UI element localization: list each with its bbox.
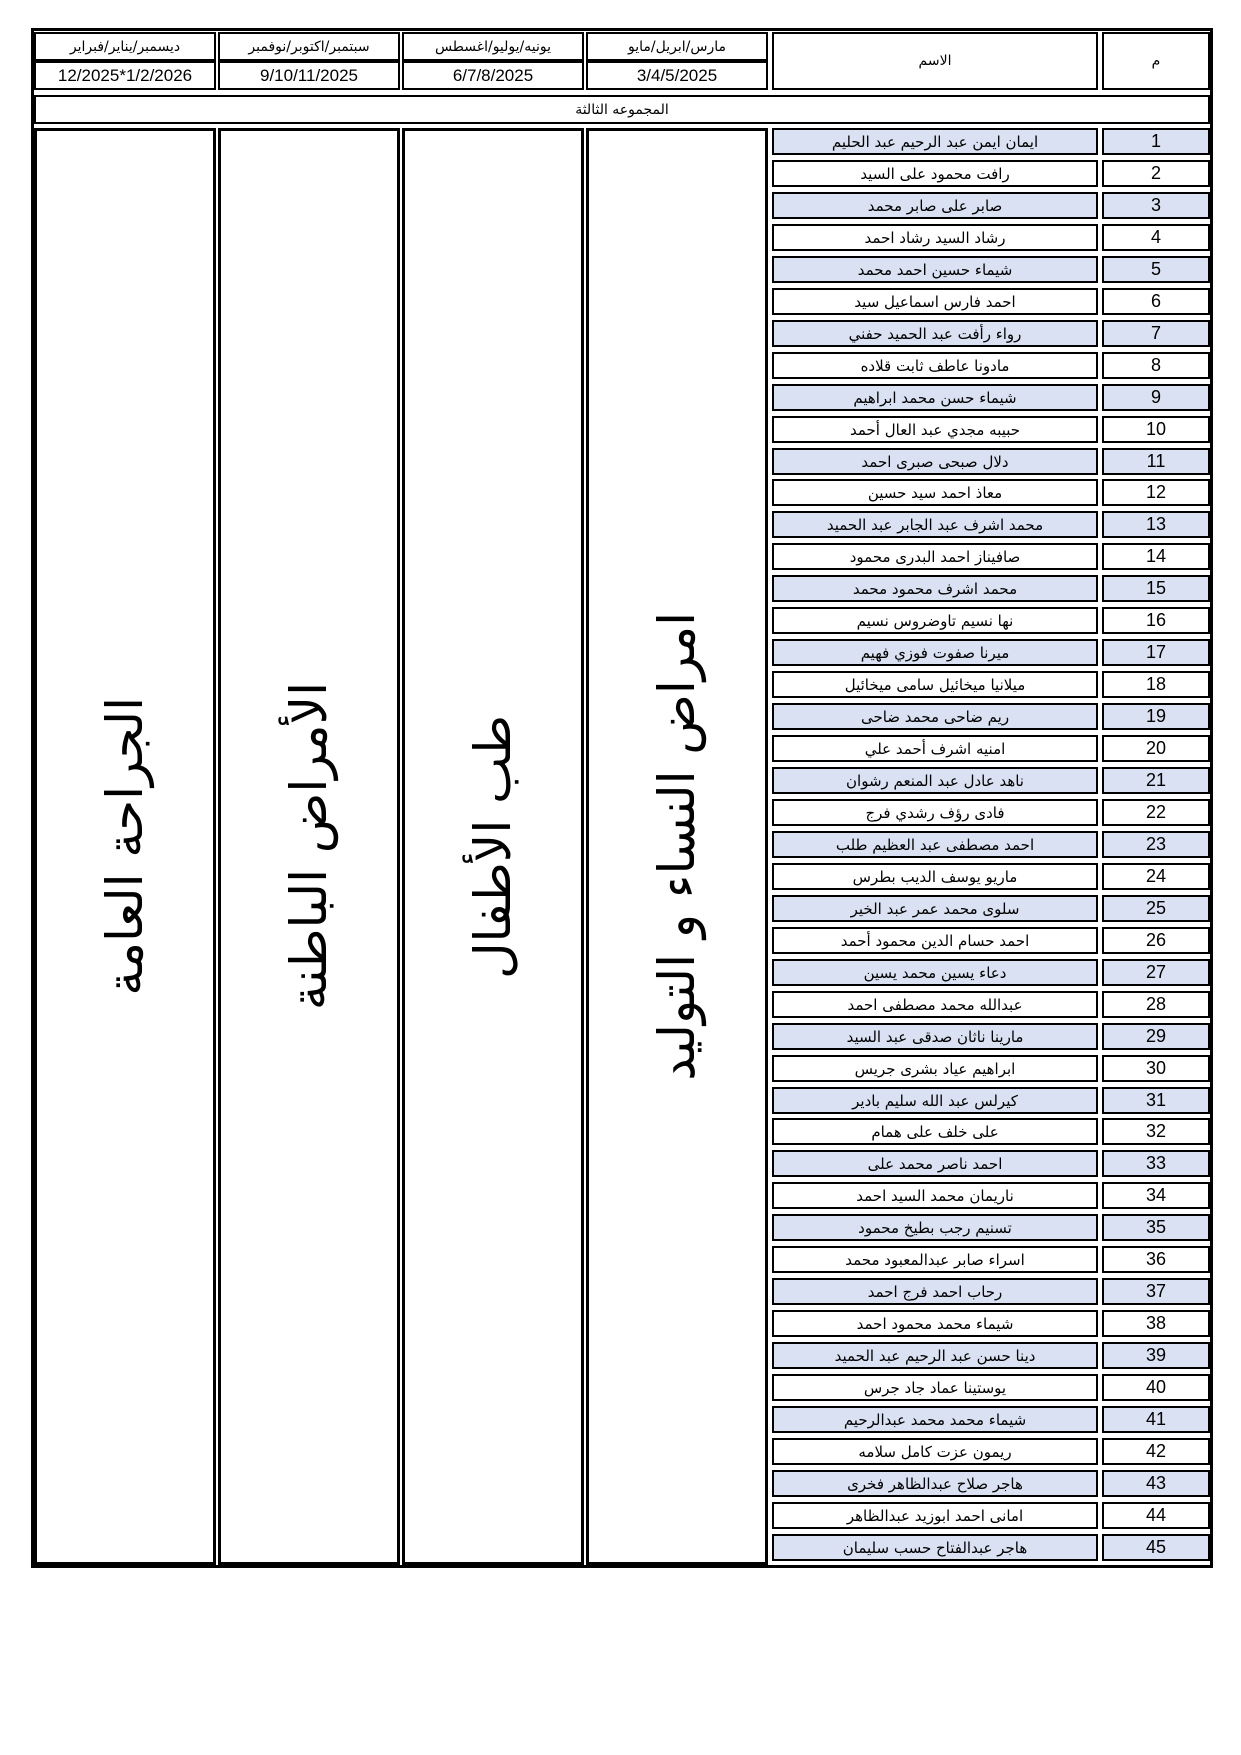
student-name-cell: حبيبه مجدي عبد العال أحمد: [772, 416, 1098, 443]
student-number-cell: 34: [1102, 1182, 1210, 1209]
month-header-mar-may: مارس/ابريل/مايو: [586, 32, 768, 61]
student-number-cell: 22: [1102, 799, 1210, 826]
student-number-cell: 11: [1102, 448, 1210, 475]
student-number-cell: 35: [1102, 1214, 1210, 1241]
name-column-header: الاسم: [772, 32, 1098, 90]
student-name-cell: رواء رأفت عبد الحميد حفني: [772, 320, 1098, 347]
student-name-cell: ماريو يوسف الديب بطرس: [772, 863, 1098, 890]
student-number-cell: 26: [1102, 927, 1210, 954]
student-number-cell: 32: [1102, 1118, 1210, 1145]
student-number-cell: 1: [1102, 128, 1210, 155]
student-name-cell: كيرلس عبد الله سليم بادير: [772, 1087, 1098, 1114]
student-name-cell: تسنيم رجب بطيخ محمود: [772, 1214, 1098, 1241]
student-name-cell: مادونا عاطف ثابت قلاده: [772, 352, 1098, 379]
student-name-cell: ابراهيم عياد بشرى جريس: [772, 1055, 1098, 1082]
student-number-cell: 13: [1102, 511, 1210, 538]
student-number-cell: 28: [1102, 991, 1210, 1018]
subject-label: طب الأطفال: [464, 714, 522, 979]
student-name-cell: امنيه اشرف أحمد علي: [772, 735, 1098, 762]
student-number-cell: 33: [1102, 1150, 1210, 1177]
student-name-cell: رشاد السيد رشاد احمد: [772, 224, 1098, 251]
student-number-cell: 38: [1102, 1310, 1210, 1337]
student-number-cell: 36: [1102, 1246, 1210, 1273]
student-name-cell: شيماء حسين احمد محمد: [772, 256, 1098, 283]
student-number-cell: 43: [1102, 1470, 1210, 1497]
student-name-cell: دلال صبحى صبرى احمد: [772, 448, 1098, 475]
student-number-cell: 30: [1102, 1055, 1210, 1082]
student-number-cell: 10: [1102, 416, 1210, 443]
student-number-cell: 2: [1102, 160, 1210, 187]
student-number-cell: 21: [1102, 767, 1210, 794]
student-number-cell: 15: [1102, 575, 1210, 602]
student-name-cell: ميلانيا ميخائيل سامى ميخائيل: [772, 671, 1098, 698]
student-number-cell: 6: [1102, 288, 1210, 315]
student-number-cell: 8: [1102, 352, 1210, 379]
student-number-cell: 42: [1102, 1438, 1210, 1465]
student-name-cell: فادى رؤف رشدي فرج: [772, 799, 1098, 826]
student-number-cell: 16: [1102, 607, 1210, 634]
student-name-cell: دينا حسن عبد الرحيم عبد الحميد: [772, 1342, 1098, 1369]
student-number-cell: 3: [1102, 192, 1210, 219]
student-name-cell: امانى احمد ابوزيد عبدالظاهر: [772, 1502, 1098, 1529]
student-name-cell: شيماء حسن محمد ابراهيم: [772, 384, 1098, 411]
subject-label: الأمراض الباطنة: [280, 682, 338, 1011]
student-name-cell: ميرنا صفوت فوزي فهيم: [772, 639, 1098, 666]
student-number-cell: 5: [1102, 256, 1210, 283]
student-name-cell: احمد فارس اسماعيل سيد: [772, 288, 1098, 315]
student-name-cell: محمد اشرف محمود محمد: [772, 575, 1098, 602]
date-header-mar-may: 3/4/5/2025: [586, 61, 768, 90]
student-name-cell: اسراء صابر عبدالمعبود محمد: [772, 1246, 1098, 1273]
student-name-cell: احمد مصطفى عبد العظيم طلب: [772, 831, 1098, 858]
student-name-cell: نها نسيم تاوضروس نسيم: [772, 607, 1098, 634]
student-number-cell: 37: [1102, 1278, 1210, 1305]
month-header-jun-aug: يونيه/يوليو/اغسطس: [402, 32, 584, 61]
student-name-cell: ناهد عادل عبد المنعم رشوان: [772, 767, 1098, 794]
student-number-cell: 44: [1102, 1502, 1210, 1529]
student-name-cell: يوستينا عماد جاد جرس: [772, 1374, 1098, 1401]
number-column-header: م: [1102, 32, 1210, 90]
student-name-cell: احمد ناصر محمد على: [772, 1150, 1098, 1177]
student-number-cell: 7: [1102, 320, 1210, 347]
student-number-cell: 31: [1102, 1087, 1210, 1114]
subject-label: امراض النساء و التوليد: [648, 612, 706, 1081]
student-number-cell: 14: [1102, 543, 1210, 570]
student-name-cell: شيماء محمد محمد عبدالرحيم: [772, 1406, 1098, 1433]
subject-internal-medicine: [218, 128, 400, 1565]
student-name-cell: مارينا ناثان صدقى عبد السيد: [772, 1023, 1098, 1050]
student-name-cell: هاجر عبدالفتاح حسب سليمان: [772, 1534, 1098, 1561]
student-name-cell: ناريمان محمد السيد احمد: [772, 1182, 1098, 1209]
student-name-cell: صافيناز احمد البدرى محمود: [772, 543, 1098, 570]
group-label: المجموعه الثالثة: [34, 95, 1210, 124]
student-name-cell: ايمان ايمن عبد الرحيم عبد الحليم: [772, 128, 1098, 155]
month-header-sep-nov: سبتمبر/اكتوبر/نوفمبر: [218, 32, 400, 61]
student-number-cell: 39: [1102, 1342, 1210, 1369]
student-name-cell: ريمون عزت كامل سلامه: [772, 1438, 1098, 1465]
student-number-cell: 29: [1102, 1023, 1210, 1050]
student-name-cell: عبدالله محمد مصطفى احمد: [772, 991, 1098, 1018]
student-number-cell: 19: [1102, 703, 1210, 730]
student-number-cell: 41: [1102, 1406, 1210, 1433]
student-name-cell: هاجر صلاح عبدالظاهر فخرى: [772, 1470, 1098, 1497]
student-name-cell: احمد حسام الدين محمود أحمد: [772, 927, 1098, 954]
date-header-sep-nov: 9/10/11/2025: [218, 61, 400, 90]
student-name-cell: محمد اشرف عبد الجابر عبد الحميد: [772, 511, 1098, 538]
student-name-cell: رحاب احمد فرج احمد: [772, 1278, 1098, 1305]
student-name-cell: ريم ضاحى محمد ضاحى: [772, 703, 1098, 730]
date-header-dec-feb: 12/2025*1/2/2026: [34, 61, 216, 90]
student-number-cell: 27: [1102, 959, 1210, 986]
student-number-cell: 9: [1102, 384, 1210, 411]
student-name-cell: رافت محمود على السيد: [772, 160, 1098, 187]
month-header-dec-feb: ديسمبر/يناير/فبراير: [34, 32, 216, 61]
student-number-cell: 4: [1102, 224, 1210, 251]
student-number-cell: 17: [1102, 639, 1210, 666]
student-number-cell: 18: [1102, 671, 1210, 698]
subject-obstetrics-gynecology: [586, 128, 768, 1565]
student-name-cell: دعاء يسين محمد يسين: [772, 959, 1098, 986]
subject-general-surgery: [34, 128, 216, 1565]
student-number-cell: 25: [1102, 895, 1210, 922]
student-number-cell: 20: [1102, 735, 1210, 762]
student-number-cell: 24: [1102, 863, 1210, 890]
student-number-cell: 40: [1102, 1374, 1210, 1401]
date-header-jun-aug: 6/7/8/2025: [402, 61, 584, 90]
student-name-cell: سلوى محمد عمر عبد الخير: [772, 895, 1098, 922]
student-name-cell: صابر على صابر محمد: [772, 192, 1098, 219]
student-name-cell: شيماء محمد محمود احمد: [772, 1310, 1098, 1337]
student-name-cell: معاذ احمد سيد حسين: [772, 479, 1098, 506]
student-name-cell: على خلف على همام: [772, 1118, 1098, 1145]
student-number-cell: 12: [1102, 479, 1210, 506]
student-number-cell: 23: [1102, 831, 1210, 858]
student-number-cell: 45: [1102, 1534, 1210, 1561]
subject-label: الجراحة العامة: [96, 697, 154, 996]
subject-pediatrics: [402, 128, 584, 1565]
